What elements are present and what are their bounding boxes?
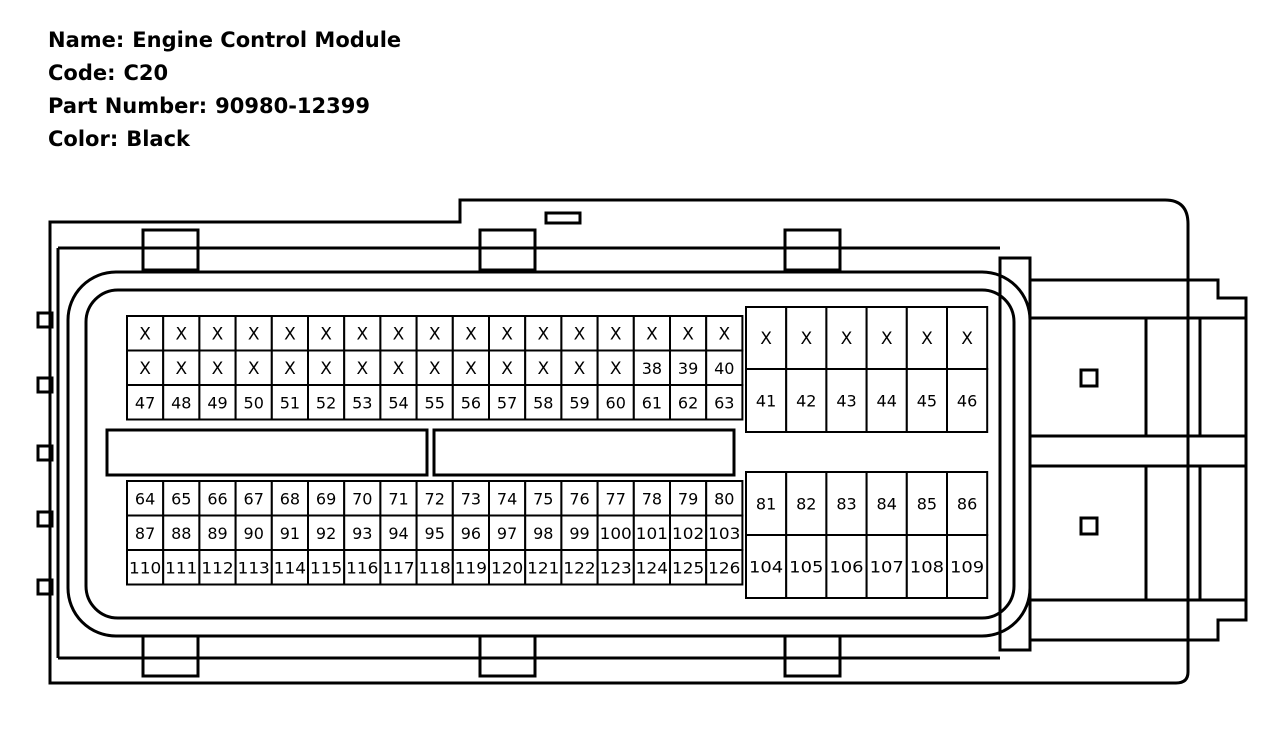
code-value: C20 xyxy=(123,61,169,85)
unused-terminal-mark: X xyxy=(465,358,477,379)
terminal-number: 81 xyxy=(755,494,777,514)
terminal-number: 53 xyxy=(352,393,373,413)
terminal-number: 120 xyxy=(491,558,524,578)
terminal-number: 112 xyxy=(201,558,234,578)
terminal-number: 93 xyxy=(352,523,373,543)
terminal-number: 105 xyxy=(789,557,824,577)
terminal-number: 109 xyxy=(950,557,985,577)
terminal-number: 122 xyxy=(563,558,596,578)
terminal-number: 46 xyxy=(956,391,978,411)
color-label: Color: xyxy=(48,127,119,151)
terminal-number: 59 xyxy=(569,393,590,413)
unused-terminal-mark: X xyxy=(537,324,550,345)
lever-divider xyxy=(1030,318,1246,600)
middle-slot-left xyxy=(107,430,427,475)
terminal-number: 66 xyxy=(207,489,228,509)
latch-tab xyxy=(785,636,840,676)
terminal-number: 99 xyxy=(569,523,590,543)
terminal-number: 68 xyxy=(279,489,301,509)
terminal-number: 79 xyxy=(677,489,699,509)
unused-terminal-mark: X xyxy=(609,324,622,345)
terminal-number: 118 xyxy=(418,558,451,578)
part-number-label: Part Number: xyxy=(48,94,208,118)
terminal-number: 92 xyxy=(315,523,337,543)
unused-terminal-mark: X xyxy=(921,329,933,349)
latch-tab xyxy=(143,636,198,676)
terminal-number: 119 xyxy=(454,558,487,578)
terminal-number: 44 xyxy=(876,391,897,411)
terminal-number: 98 xyxy=(533,523,554,543)
terminal-number: 73 xyxy=(460,489,482,509)
unused-terminal-mark: X xyxy=(428,324,441,345)
unused-terminal-mark: X xyxy=(840,329,853,349)
terminal-number: 64 xyxy=(134,489,156,509)
terminal-number: 126 xyxy=(708,558,741,578)
lever-window xyxy=(1081,518,1097,534)
terminal-number: 70 xyxy=(352,489,373,509)
part-number-value: 90980-12399 xyxy=(215,94,370,118)
terminal-number: 103 xyxy=(708,523,741,543)
terminal-number: 74 xyxy=(496,489,518,509)
unused-terminal-mark: X xyxy=(139,358,151,379)
latch-tab xyxy=(785,230,840,270)
terminal-number: 91 xyxy=(279,523,301,543)
terminal-number: 76 xyxy=(569,489,590,509)
unused-terminal-mark: X xyxy=(501,324,513,345)
terminal-number: 88 xyxy=(171,523,192,543)
name-label: Name: xyxy=(48,28,125,52)
unused-terminal-mark: X xyxy=(247,324,260,345)
terminal-number: 125 xyxy=(672,558,705,578)
terminal-number: 56 xyxy=(460,393,482,413)
unused-terminal-mark: X xyxy=(284,358,296,379)
terminal-number: 114 xyxy=(273,558,306,578)
right-terminal-block-top xyxy=(746,307,987,432)
unused-terminal-mark: X xyxy=(573,324,586,345)
terminal-number: 39 xyxy=(677,358,699,378)
latch-tab xyxy=(480,636,535,676)
terminal-number: 97 xyxy=(496,523,518,543)
terminal-number: 121 xyxy=(527,558,560,578)
unused-terminal-mark: X xyxy=(175,324,188,345)
unused-terminal-mark: X xyxy=(428,358,441,379)
terminal-number: 116 xyxy=(346,558,379,578)
terminal-number: 47 xyxy=(134,393,156,413)
unused-terminal-mark: X xyxy=(320,358,332,379)
terminal-number: 89 xyxy=(207,523,228,543)
terminal-number: 60 xyxy=(605,393,626,413)
right-terminal-block-bottom xyxy=(746,472,987,598)
terminal-number: 113 xyxy=(237,558,270,578)
terminal-number: 87 xyxy=(134,523,156,543)
terminal-number: 75 xyxy=(533,489,554,509)
unused-terminal-mark: X xyxy=(392,324,405,345)
unused-terminal-mark: X xyxy=(609,358,622,379)
unused-terminal-mark: X xyxy=(646,324,658,345)
unused-terminal-mark: X xyxy=(356,324,369,345)
terminal-number: 48 xyxy=(171,393,192,413)
terminal-number: 65 xyxy=(171,489,192,509)
terminal-number: 96 xyxy=(460,523,482,543)
left-terminal-block-top xyxy=(127,316,742,420)
terminal-number: 55 xyxy=(424,393,445,413)
terminal-number: 45 xyxy=(916,391,938,411)
terminal-number: 106 xyxy=(829,557,864,577)
terminal-number: 100 xyxy=(599,523,632,543)
terminal-number: 50 xyxy=(243,393,264,413)
terminal-number: 77 xyxy=(605,489,626,509)
lever-window xyxy=(1081,370,1097,386)
name-value: Engine Control Module xyxy=(132,28,402,52)
terminal-number: 67 xyxy=(243,489,264,509)
latch-tab xyxy=(143,230,198,270)
terminal-number: 107 xyxy=(869,557,904,577)
terminal-number: 41 xyxy=(755,391,777,411)
latch-tab xyxy=(480,230,535,270)
terminal-number: 54 xyxy=(388,393,409,413)
terminal-number: 82 xyxy=(796,494,817,514)
terminal-number: 58 xyxy=(533,393,554,413)
terminal-number: 57 xyxy=(496,393,518,413)
top-key xyxy=(546,213,580,223)
terminal-number: 78 xyxy=(641,489,663,509)
unused-terminal-mark: X xyxy=(175,358,188,379)
terminal-number: 85 xyxy=(916,494,938,514)
code-label: Code: xyxy=(48,61,116,85)
unused-terminal-mark: X xyxy=(320,324,332,345)
terminal-number: 61 xyxy=(641,393,663,413)
unused-terminal-mark: X xyxy=(501,358,513,379)
terminal-number: 69 xyxy=(315,489,337,509)
color-value: Black xyxy=(126,127,191,151)
terminal-number: 117 xyxy=(382,558,415,578)
terminal-number: 94 xyxy=(388,523,409,543)
terminal-number: 108 xyxy=(909,557,945,577)
unused-terminal-mark: X xyxy=(211,324,224,345)
terminal-number: 83 xyxy=(836,494,857,514)
terminal-number: 42 xyxy=(796,391,817,411)
terminal-number: 63 xyxy=(714,393,735,413)
terminal-number: 72 xyxy=(424,489,445,509)
middle-slot-right xyxy=(434,430,734,475)
terminal-number: 111 xyxy=(165,558,198,578)
unused-terminal-mark: X xyxy=(760,329,772,349)
terminal-number: 71 xyxy=(388,489,409,509)
terminal-number: 84 xyxy=(876,494,897,514)
unused-terminal-mark: X xyxy=(211,358,224,379)
terminal-number: 104 xyxy=(749,557,784,577)
terminal-number: 40 xyxy=(714,358,735,378)
terminal-number: 95 xyxy=(424,523,445,543)
terminal-number: 123 xyxy=(599,558,632,578)
unused-terminal-mark: X xyxy=(800,329,813,349)
terminal-number: 80 xyxy=(714,489,735,509)
lever-arm xyxy=(1030,280,1246,640)
unused-terminal-mark: X xyxy=(573,358,586,379)
unused-terminal-mark: X xyxy=(961,329,973,349)
terminal-number: 90 xyxy=(243,523,264,543)
terminal-number: 115 xyxy=(310,558,343,578)
terminal-number: 52 xyxy=(315,393,337,413)
terminal-number: 51 xyxy=(279,393,301,413)
terminal-number: 49 xyxy=(207,393,228,413)
terminal-number: 43 xyxy=(836,391,857,411)
unused-terminal-mark: X xyxy=(537,358,550,379)
unused-terminal-mark: X xyxy=(284,324,296,345)
terminal-number: 110 xyxy=(129,558,162,578)
unused-terminal-mark: X xyxy=(356,358,369,379)
terminal-number: 101 xyxy=(635,523,669,543)
left-terminal-block-bottom xyxy=(127,481,742,585)
terminal-number: 38 xyxy=(641,358,663,378)
terminal-number: 62 xyxy=(677,393,699,413)
unused-terminal-mark: X xyxy=(880,329,893,349)
terminal-number: 124 xyxy=(635,558,669,578)
unused-terminal-mark: X xyxy=(465,324,477,345)
unused-terminal-mark: X xyxy=(247,358,260,379)
unused-terminal-mark: X xyxy=(718,324,731,345)
unused-terminal-mark: X xyxy=(392,358,405,379)
terminal-number: 102 xyxy=(672,523,705,543)
unused-terminal-mark: X xyxy=(139,324,151,345)
unused-terminal-mark: X xyxy=(682,324,694,345)
terminal-number: 86 xyxy=(956,494,978,514)
